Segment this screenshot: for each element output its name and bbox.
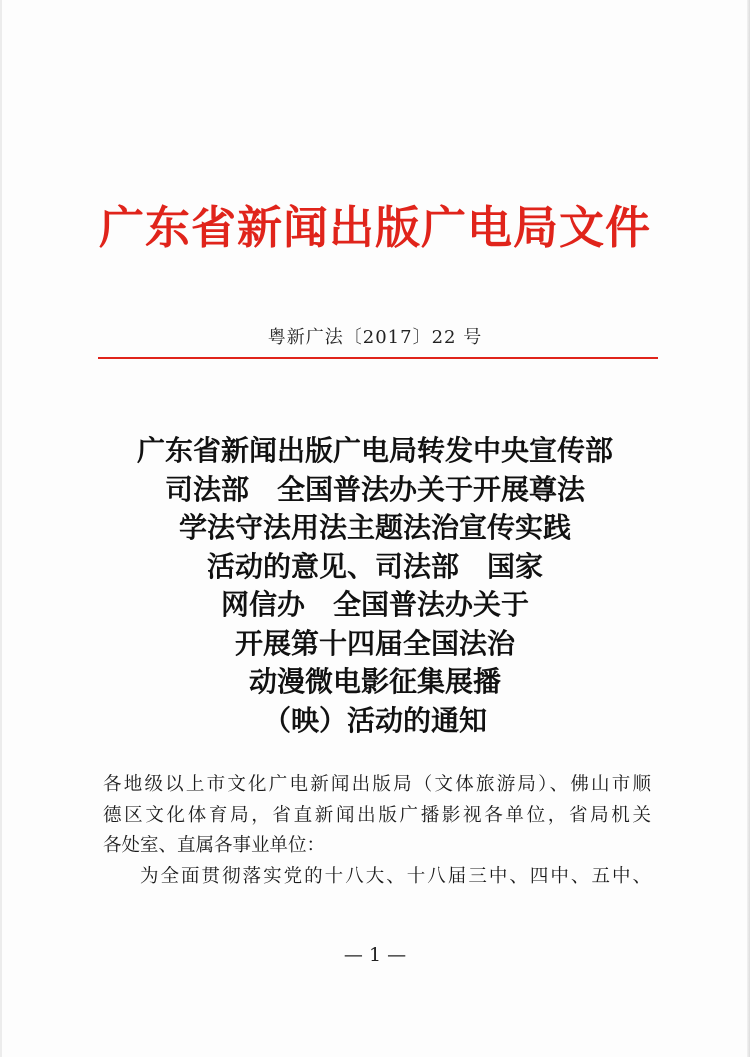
masthead-title: 广东省新闻出版广电局文件 [98,201,651,254]
title-line: 动漫微电影征集展播 [248,665,501,698]
title-line: （映）活动的通知 [262,703,487,737]
document-body [103,770,651,892]
red-separator-line [98,357,658,359]
title-line: 网信办 全国普法办关于 [220,588,529,621]
title-line: 活动的意见、司法部 国家 [206,549,543,583]
title-line: 广东省新闻出版广电局转发中央宣传部 [136,434,613,467]
addressee-line: 各处室、直属各事业单位： [103,835,326,856]
addressee-line: 各地级以上市文化广电新闻出版局（文体旅游局）、佛山市顺 [103,774,651,795]
title-line: 司法部 全国普法办关于开展尊法 [164,472,585,506]
title-line: 学法守法用法主题法治宣传实践 [178,511,571,544]
title-line: 开展第十四届全国法治 [234,626,515,660]
page-number: — 1 — [343,944,407,966]
document-title [0,432,750,740]
addressee-line: 德区文化体育局，省直新闻出版广播影视各单位，省局机关 [103,804,651,826]
body-paragraph-start: 为全面贯彻落实党的十八大、十八届三中、四中、五中、 [140,865,651,887]
document-number: 粤新广法〔2017〕22 号 [267,327,483,348]
